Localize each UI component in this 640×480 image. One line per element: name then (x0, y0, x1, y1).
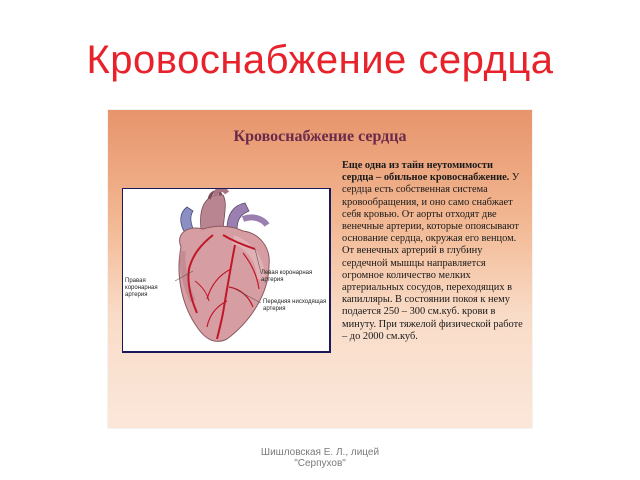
slide-title: Кровоснабжение сердца (86, 38, 554, 82)
content-panel (108, 110, 532, 428)
body-text-main: У сердца есть собственная система кровообращения, и оно само снабжает себя кровью. От аорты отходят две венечные артерии, которые опоясывают основание сердца, окружая его венцом. От венечных артерий в глубину сердечной мышцы направляется огромное количество мелких артериальных сосудов, переходящих в капилляры. В состоянии покоя к нему подается 250 – 300 см.куб. крови в минуту. При тяжелой физической работе – до 2000 см.куб. (342, 172, 523, 342)
body-text-lead: Еще одна из тайн неутомимости сердца – обильное кровоснабжение. (342, 160, 510, 184)
label-right-coronary: Правая коронарная артерия (125, 278, 158, 298)
panel-title: Кровоснабжение сердца (233, 128, 407, 145)
footer-credit (0, 447, 640, 469)
body-text (342, 160, 524, 343)
label-anterior-descending: Передняя нисходящая артерия (263, 299, 327, 312)
footer-line-1: Шишловская Е. Л., лицей (260, 447, 380, 458)
heart-illustration (122, 188, 331, 353)
aorta-shape (201, 195, 226, 229)
footer-line-2: "Серпухов" (294, 458, 346, 469)
label-left-coronary: Левая коронарная артерия (261, 270, 313, 283)
heart-body (179, 226, 269, 341)
